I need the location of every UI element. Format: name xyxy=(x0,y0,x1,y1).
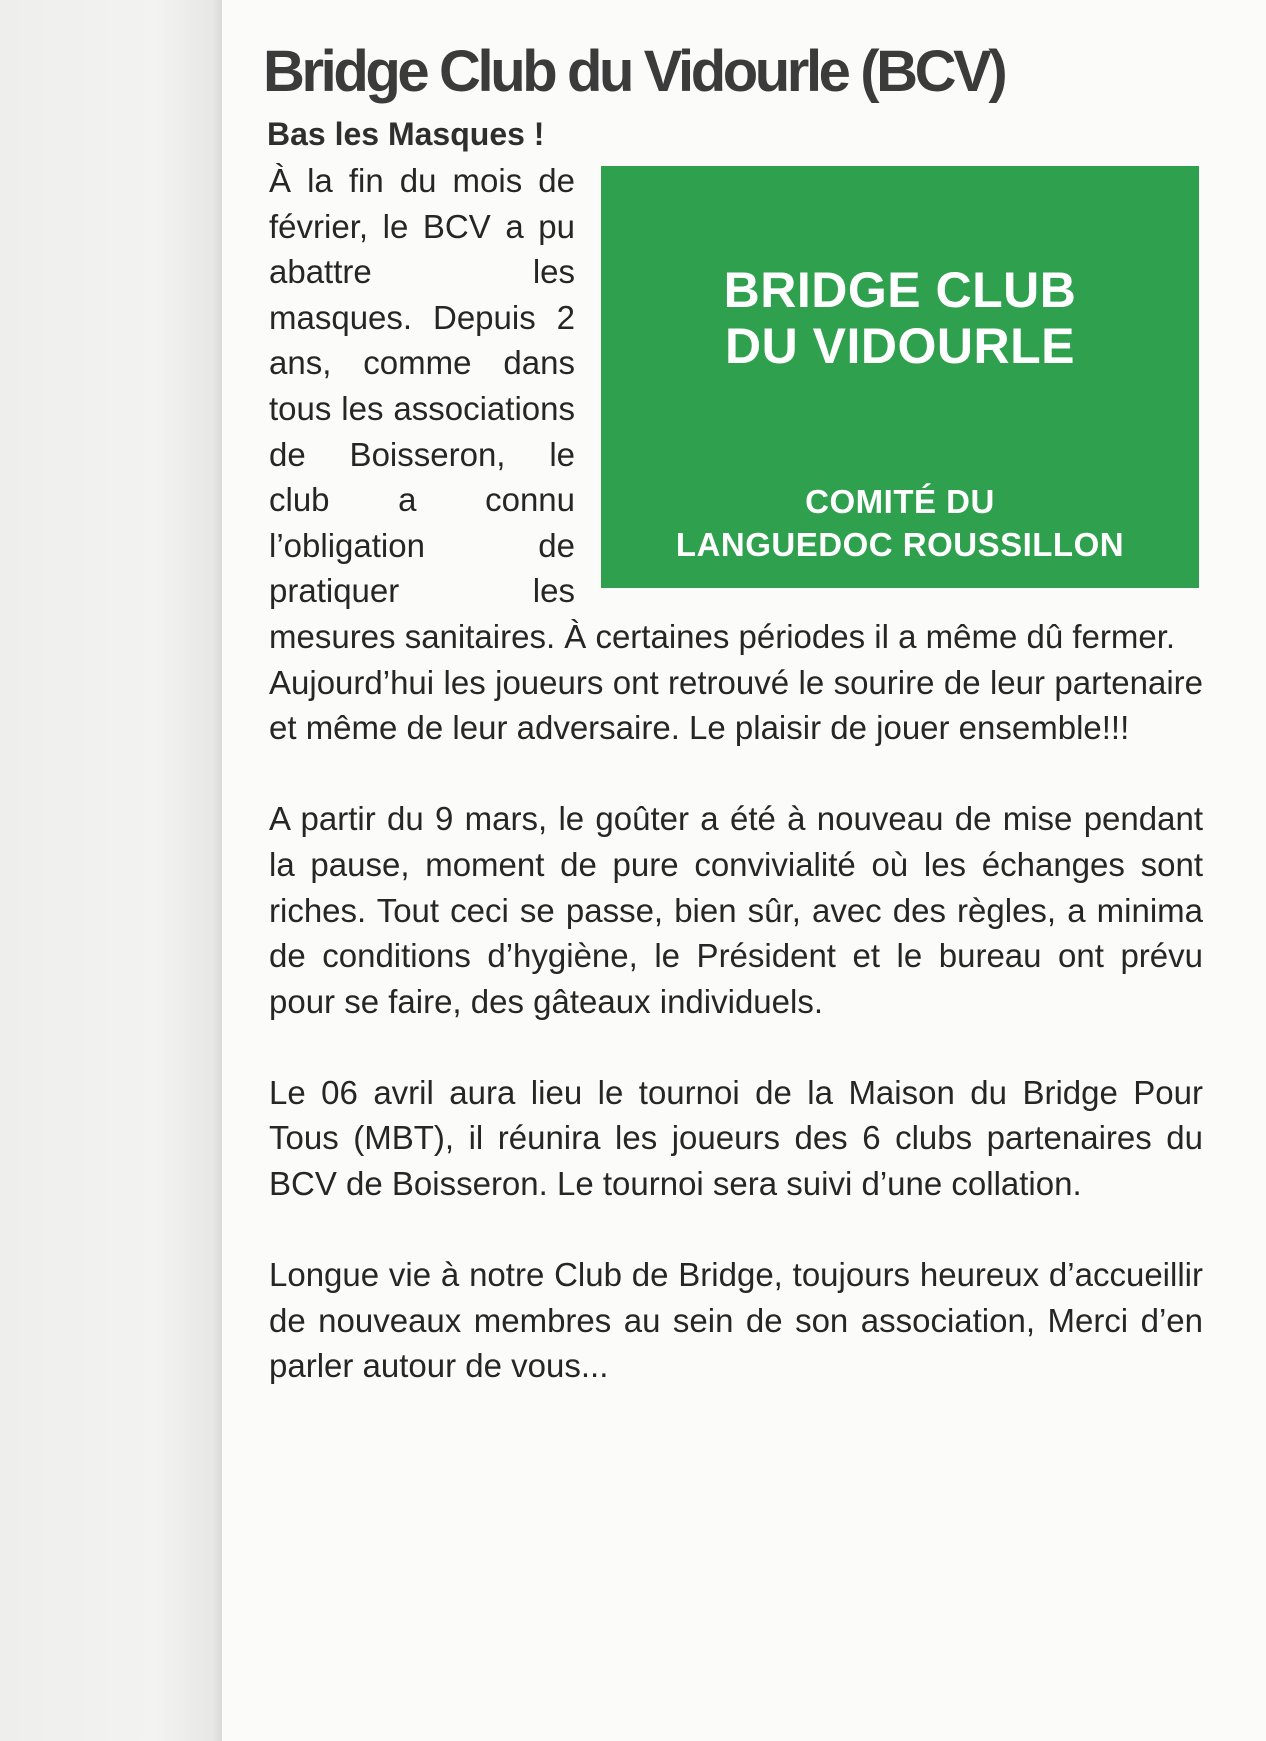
article-paragraph-5: Longue vie à notre Club de Bridge, toujours heureux d’accueillir de nouveaux membres au sein de son association, Merci d’en parler autour de vous... xyxy=(269,1256,1203,1385)
club-logo xyxy=(601,166,1199,588)
logo-committee xyxy=(601,480,1199,566)
logo-sub-line-2: LANGUEDOC ROUSSILLON xyxy=(675,526,1125,563)
logo-sub-line-1: COMITÉ DU xyxy=(805,483,995,520)
article-paragraph-3: A partir du 9 mars, le goûter a été à nouveau de mise pendant la pause, moment de pure convivialité où les échanges sont riches. Tout ceci se passe, bien sûr, avec des règles, a minima de conditions d’hygiène, le Président et le bureau ont prévu pour se faire, des gâteaux individuels. xyxy=(269,800,1203,1020)
article xyxy=(263,34,1203,1389)
article-paragraph-2: Aujourd’hui les joueurs ont retrouvé le sourire de leur partenaire et même de leur adversaire. Le plaisir de jouer ensemble!!! xyxy=(269,663,1203,747)
logo-line-2: DU VIDOURLE xyxy=(725,318,1075,374)
article-subtitle: Bas les Masques ! xyxy=(267,116,545,152)
article-paragraph-4: Le 06 avril aura lieu le tournoi de la Maison du Bridge Pour Tous (MBT), il réunira les joueurs des 6 clubs partenaires du BCV de Boisseron. Le tournoi sera suivi d’une collation. xyxy=(269,1073,1203,1203)
logo-line-1: BRIDGE CLUB xyxy=(723,262,1077,318)
scan-background xyxy=(0,0,222,1741)
logo-club-name xyxy=(601,262,1199,374)
article-title: Bridge Club du Vidourle (BCV) xyxy=(263,39,1005,104)
article-paragraph-1: À la fin du mois de février, le BCV a pu abattre les masques. Depuis 2 ans, comme dans tous les associations de Boisseron, le club a connu l’obligation de pratiquer les mesures sanitaires. À certaines périodes il a même dû fermer. xyxy=(269,162,1176,655)
